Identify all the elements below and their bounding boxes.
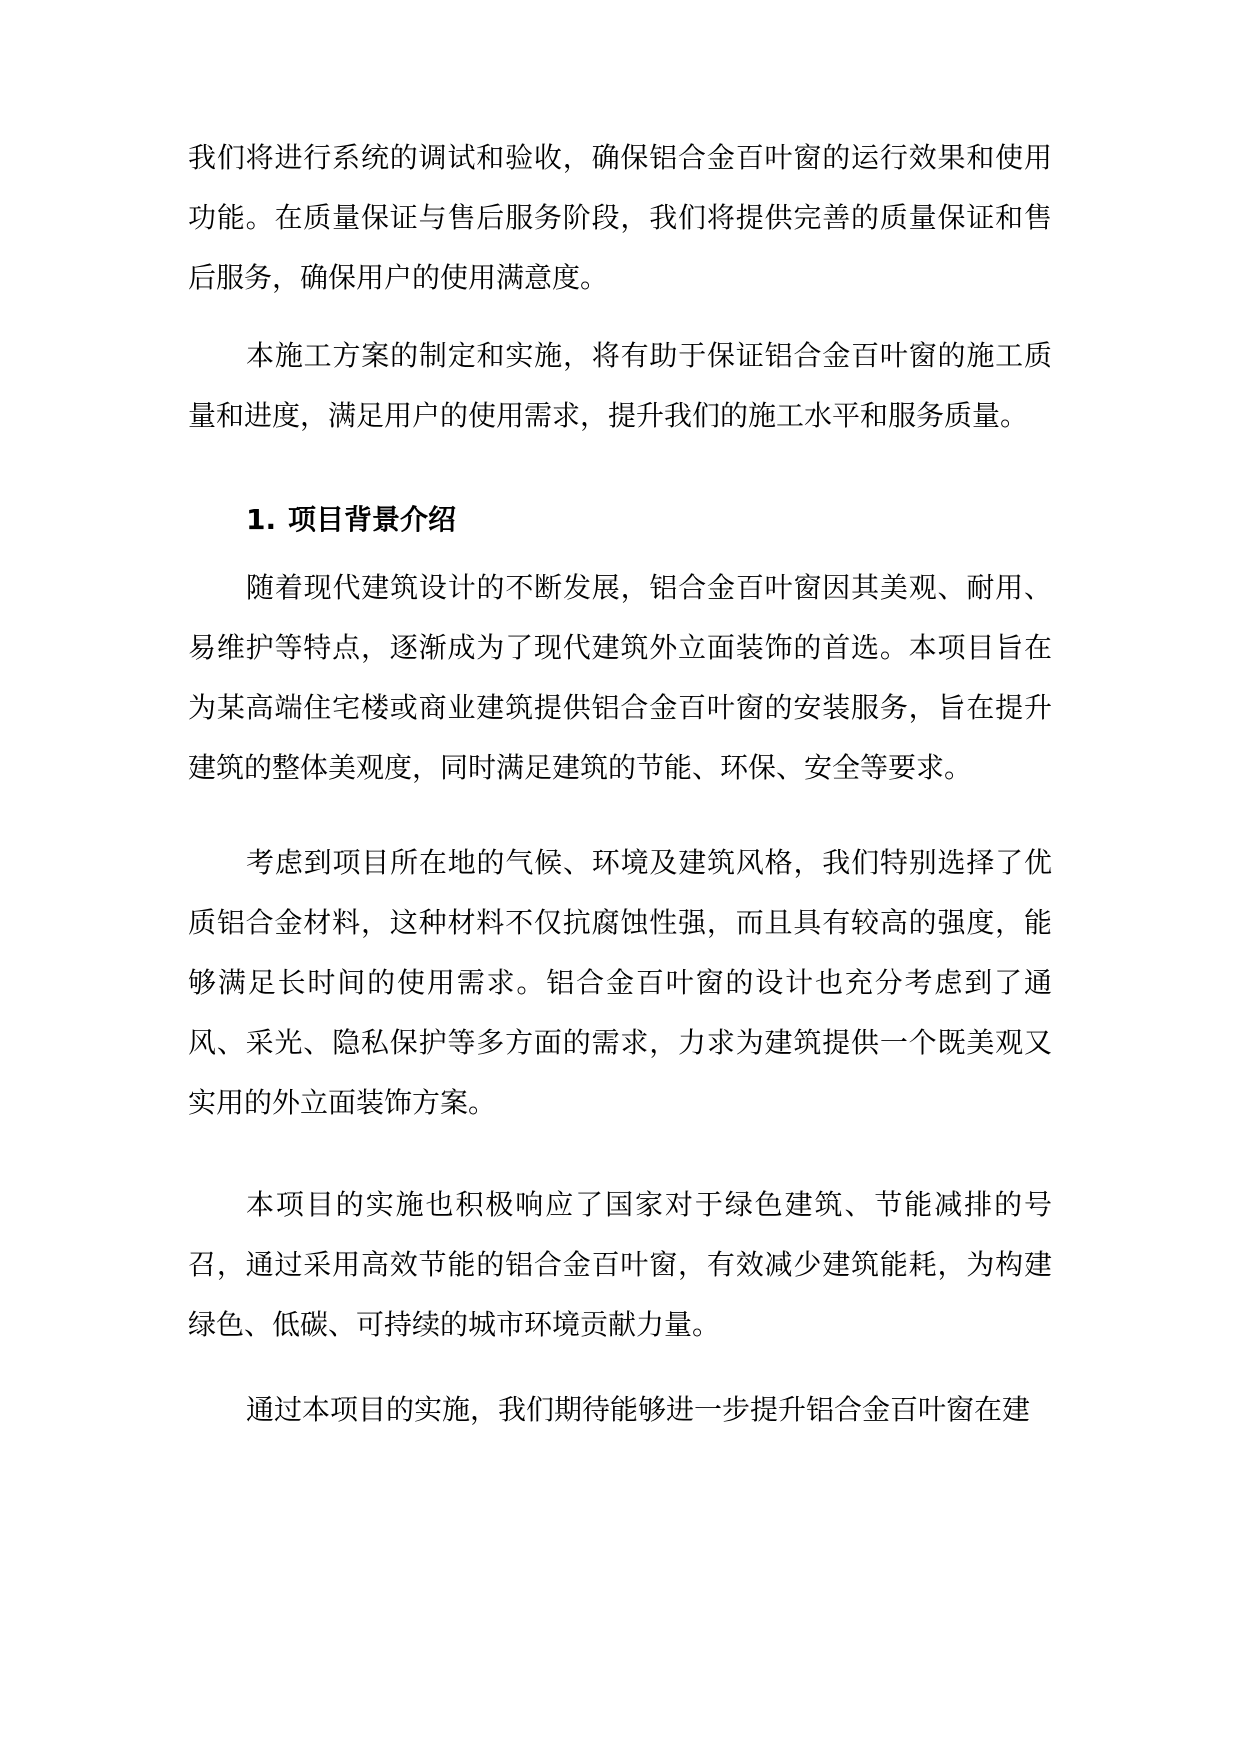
section-heading-title: 项目背景介绍 [288, 503, 457, 536]
section-paragraph: 随着现代建筑设计的不断发展，铝合金百叶窗因其美观、耐用、易维护等特点，逐渐成为了现代建筑外立面装饰的首选。本项目旨在为某高端住宅楼或商业建筑提供铝合金百叶窗的安装服务，旨在提升建筑的整体美观度，同时满足建筑的节能、环保、安全等要求。 [188, 571, 1052, 784]
section-heading-number: 1. [246, 503, 277, 536]
section-heading [188, 490, 1052, 550]
section-paragraph: 本项目的实施也积极响应了国家对于绿色建筑、节能减排的号召，通过采用高效节能的铝合金百叶窗，有效减少建筑能耗，为构建绿色、低碳、可持续的城市环境贡献力量。 [188, 1188, 1052, 1341]
paragraph-summary: 本施工方案的制定和实施，将有助于保证铝合金百叶窗的施工质量和进度，满足用户的使用需求，提升我们的施工水平和服务质量。 [188, 339, 1052, 432]
section-paragraph: 通过本项目的实施，我们期待能够进一步提升铝合金百叶窗在建 [246, 1393, 1031, 1426]
paragraph-continuation: 我们将进行系统的调试和验收，确保铝合金百叶窗的运行效果和使用功能。在质量保证与售后服务阶段，我们将提供完善的质量保证和售后服务，确保用户的使用满意度。 [188, 141, 1052, 294]
section-paragraph: 考虑到项目所在地的气候、环境及建筑风格，我们特别选择了优质铝合金材料，这种材料不仅抗腐蚀性强，而且具有较高的强度，能够满足长时间的使用需求。铝合金百叶窗的设计也充分考虑到了通风、采光、隐私保护等多方面的需求，力求为建筑提供一个既美观又实用的外立面装饰方案。 [188, 846, 1052, 1119]
